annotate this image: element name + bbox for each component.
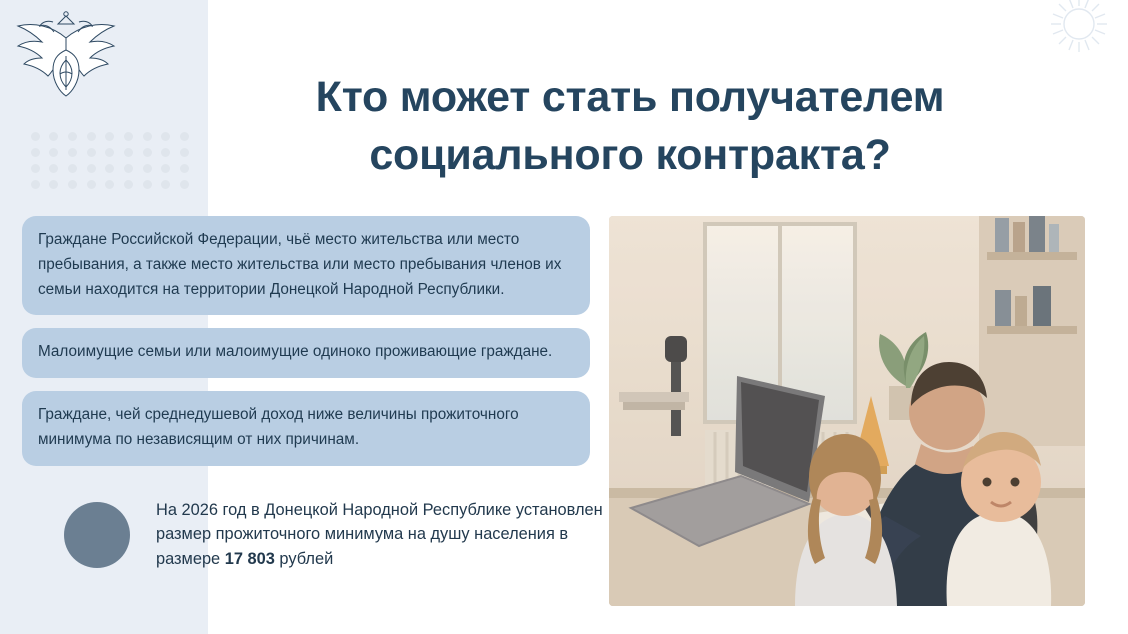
footer-note (64, 498, 604, 571)
page-title-line-1: Кто может стать получателем (315, 73, 945, 121)
bullet-list (22, 216, 590, 466)
footer-note-text (156, 498, 604, 571)
page-title-line-2: социального контракта? (369, 131, 891, 180)
double-headed-eagle-emblem (8, 10, 124, 102)
list-item: Малоимущие семьи или малоимущие одиноко проживающие граждане. (22, 328, 590, 378)
footer-note-amount: 17 803 (224, 549, 275, 568)
dot-grid-decoration (26, 128, 194, 192)
list-item: Граждане, чей среднедушевой доход ниже величины прожиточного минимума по независящим от них причинам. (22, 391, 590, 466)
footer-note-text-before: На 2026 год в Донецкой Народной Республике установлен размер прожиточного минимума на душу населения в размере (156, 501, 603, 568)
page-title (180, 68, 1080, 185)
list-item: Граждане Российской Федерации, чьё место жительства или место пребывания, а также место жительства или место пребывания членов их семьи находится на территории Донецкой Народной Республики. (22, 216, 590, 315)
footer-note-text-after: рублей (274, 549, 334, 568)
bullet-circle-icon (64, 502, 130, 568)
photo-family-at-laptop (609, 216, 1085, 606)
